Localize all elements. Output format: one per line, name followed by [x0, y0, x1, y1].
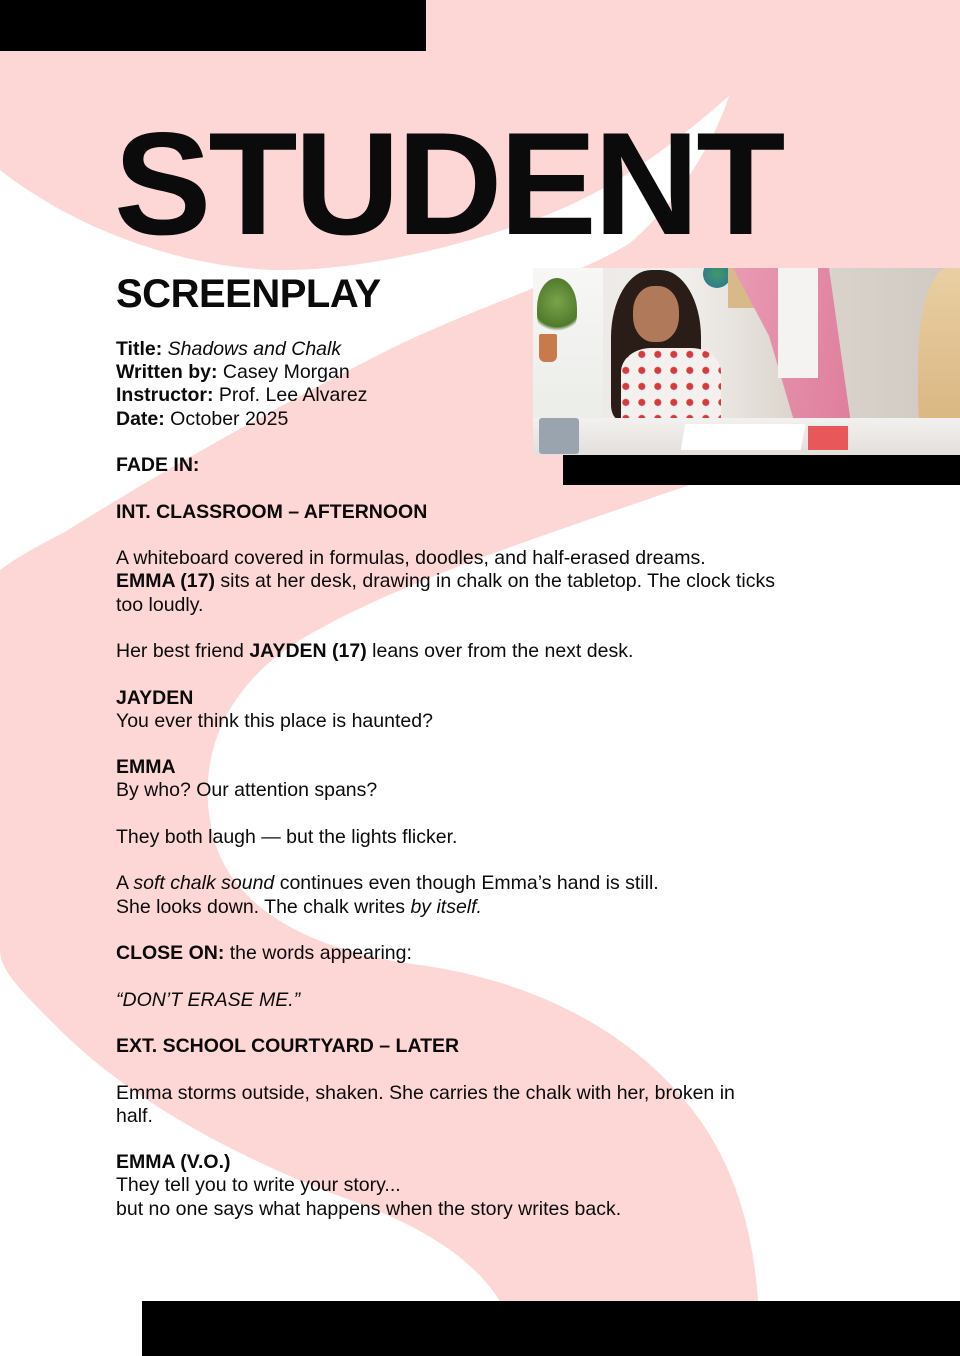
script-line [116, 710, 876, 733]
text-run: leans over from the next desk. [366, 640, 634, 663]
bold-text: JAYDEN (17) [249, 640, 367, 663]
script-block [116, 872, 876, 918]
script-line [116, 826, 876, 849]
script-block [116, 1082, 876, 1128]
bold-text: EMMA (17) [116, 570, 215, 593]
top-black-bar [0, 0, 426, 51]
text-run: but no one says what happens when the story writes back. [116, 1197, 622, 1220]
script-line [116, 547, 876, 570]
text-run: half. [116, 1104, 153, 1127]
bold-text: Instructor: [116, 384, 214, 407]
text-run: the words appearing: [224, 942, 412, 965]
text-run: A whiteboard covered in formulas, doodles, and half-erased dreams. [116, 547, 706, 570]
script-line [116, 361, 876, 384]
title-block [116, 338, 876, 431]
script-line [116, 454, 876, 477]
bold-text: Date: [116, 407, 165, 430]
text-run: sits at her desk, drawing in chalk on the tabletop. The clock ticks [214, 570, 775, 593]
script-line [116, 640, 876, 663]
script-line [116, 896, 876, 919]
bold-text: CLOSE ON: [116, 942, 225, 965]
script-line [116, 687, 876, 710]
text-run: They tell you to write your story... [116, 1174, 401, 1197]
script-line [116, 1082, 876, 1105]
bold-text: JAYDEN [116, 686, 194, 709]
text-run: She looks down. The chalk writes [116, 895, 411, 918]
text-run: They both laugh — but the lights flicker. [116, 825, 458, 848]
script-block [116, 826, 876, 849]
bottom-black-bar [142, 1301, 960, 1356]
script-block [116, 547, 876, 617]
student-face [633, 286, 679, 342]
script-line [116, 408, 876, 431]
script-line [116, 942, 876, 965]
script-line [116, 779, 876, 802]
script-block [116, 501, 876, 524]
script-block [116, 1035, 876, 1058]
text-run: Her best friend [116, 640, 250, 663]
script-line [116, 1151, 876, 1174]
script-line [116, 501, 876, 524]
text-run: Emma storms outside, shaken. She carries the chalk with her, broken in [116, 1081, 735, 1104]
text-run: Casey Morgan [217, 361, 350, 384]
globe-icon [703, 268, 731, 288]
script-line [116, 338, 876, 361]
text-run: too loudly. [116, 593, 204, 616]
text-run: October 2025 [164, 407, 289, 430]
italic-text: by itself. [410, 895, 482, 918]
script-block [116, 989, 876, 1012]
script-line [116, 594, 876, 617]
page-title: STUDENT [114, 102, 783, 265]
script-line [116, 1198, 876, 1221]
italic-text: soft chalk sound [133, 872, 275, 895]
script-line [116, 1035, 876, 1058]
script-block [116, 640, 876, 663]
script-block [116, 687, 876, 733]
script-line [116, 756, 876, 779]
text-run: A [116, 872, 134, 895]
script-block [116, 1151, 876, 1221]
script-block [116, 756, 876, 802]
bold-text: Written by: [116, 361, 218, 384]
script-block [116, 942, 876, 965]
text-run: You ever think this place is haunted? [116, 709, 433, 732]
text-run: By who? Our attention spans? [116, 779, 378, 802]
bold-text: Title: [116, 338, 163, 360]
bold-text: INT. CLASSROOM – AFTERNOON [116, 500, 428, 523]
script-line [116, 872, 876, 895]
bold-text: FADE IN: [116, 454, 200, 477]
italic-text: “DON’T ERASE ME.” [116, 988, 301, 1011]
italic-text: Shadows and Chalk [162, 338, 342, 360]
script-line [116, 384, 876, 407]
page-subtitle: SCREENPLAY [116, 272, 381, 316]
bold-text: EMMA [116, 756, 176, 779]
script-line [116, 1174, 876, 1197]
text-run: Prof. Lee Alvarez [213, 384, 368, 407]
script-line [116, 989, 876, 1012]
plant-icon [537, 278, 577, 338]
text-run: continues even though Emma’s hand is still. [274, 872, 659, 895]
bold-text: EXT. SCHOOL COURTYARD – LATER [116, 1035, 460, 1058]
script-block [116, 454, 876, 477]
script-line [116, 570, 876, 593]
screenplay-body [116, 338, 876, 1244]
bold-text: EMMA (V.O.) [116, 1151, 231, 1174]
script-line [116, 1105, 876, 1128]
